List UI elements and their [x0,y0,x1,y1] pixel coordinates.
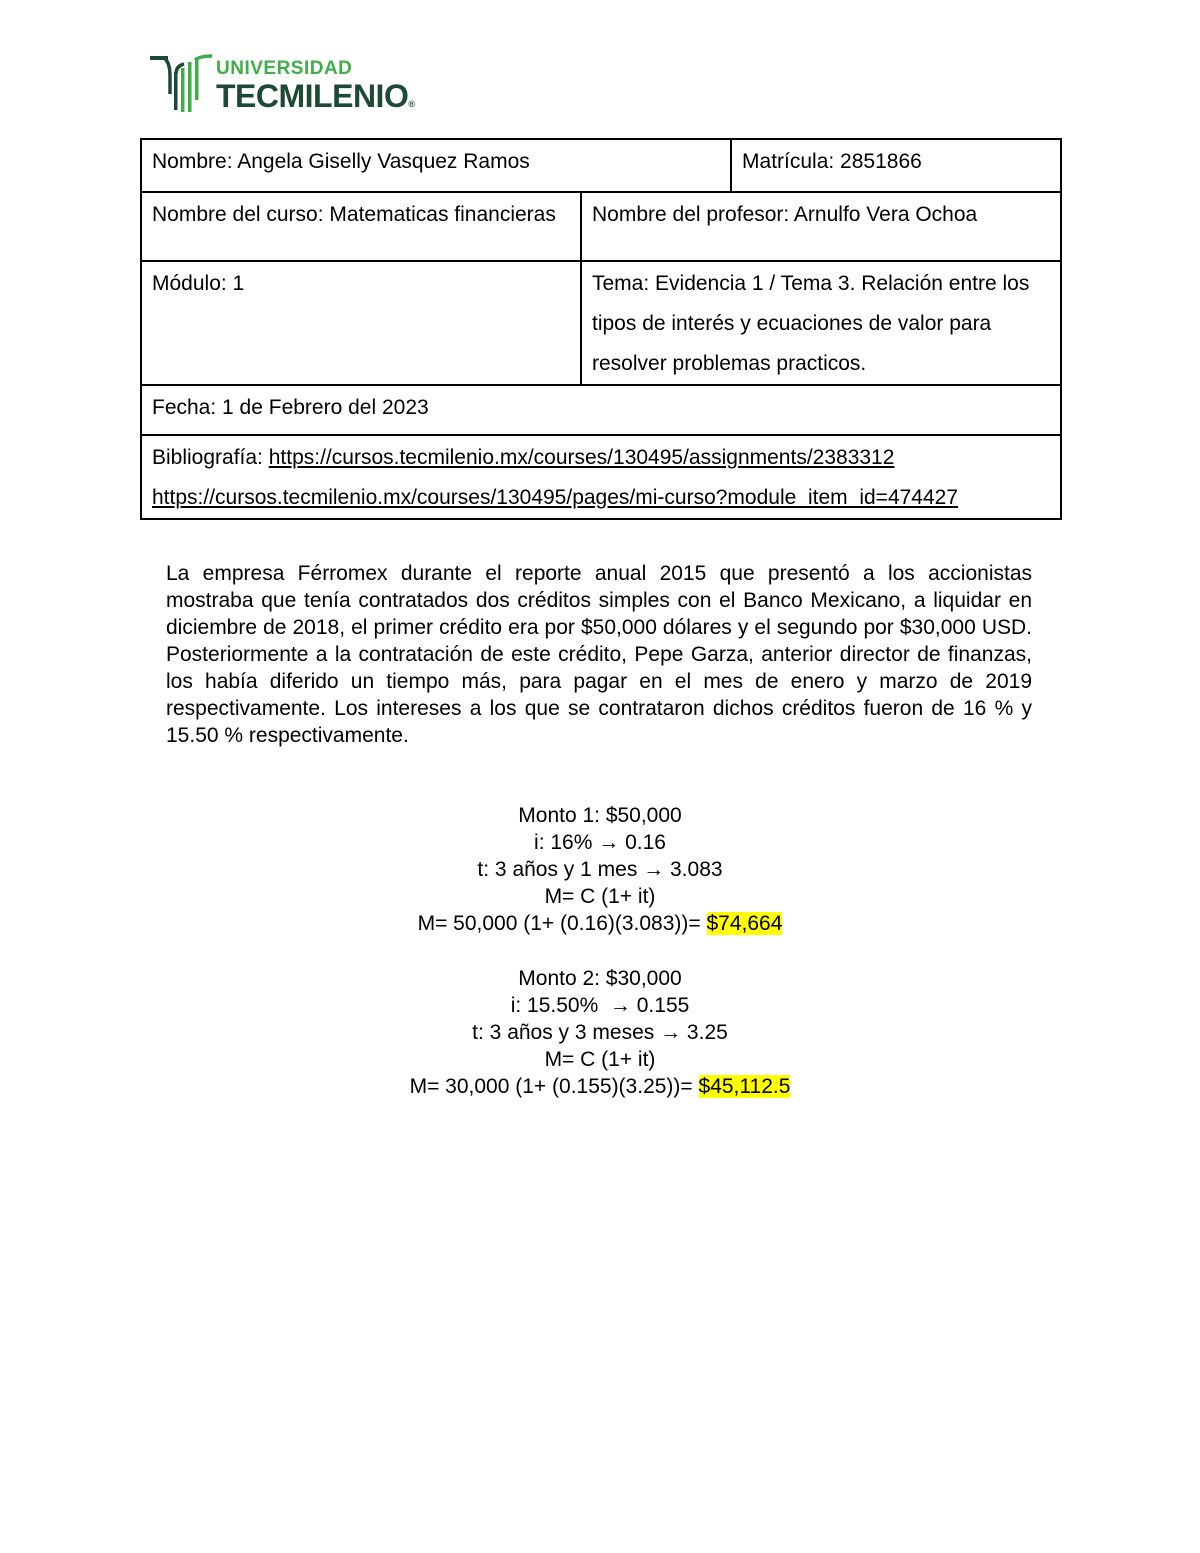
result-expression-1: M= 50,000 (1+ (0.16)(3.083))= [417,912,707,935]
problem-statement: La empresa Férromex durante el reporte anual 2015 que presentó a los accionistas mostraba que tenía contratados dos créditos simples con el Banco Mexicano, a liquidar en diciembre de 2018, el primer crédito era por $50,000 dólares y el segundo por $30,000 USD. Posteriormente a la contratación de este crédito, Pepe Garza, anterior director de finanzas, los había diferido un tiempo más, para pagar en el mes de enero y marzo de 2019 respectivamente. Los intereses a los que se contrataron dichos créditos fueron de 16 % y 15.50 % respectivamente. [166,562,1032,747]
result-value-1: $74,664 [706,912,783,935]
matricula-cell: Matrícula: 2851866 [731,139,1061,192]
result-expression-2: M= 30,000 (1+ (0.155)(3.25))= [409,1075,699,1098]
time-2: t: 3 años y 3 meses → 3.25 [472,1021,728,1044]
professor-name-cell: Nombre del profesor: Arnulfo Vera Ochoa [581,192,1061,261]
student-name-cell: Nombre: Angela Giselly Vasquez Ramos [141,139,731,192]
time-1: t: 3 años y 1 mes → 3.083 [477,858,723,881]
calculation-block-1 [0,802,1200,937]
principal-2: Monto 2: $30,000 [518,967,682,990]
interest-rate-1: i: 16% → 0.16 [534,831,666,854]
result-line-2 [0,1073,1200,1100]
university-logo [150,54,450,116]
logo-name: TECMILENIO [216,78,409,114]
calculation-block-2 [0,965,1200,1100]
module-cell: Módulo: 1 [141,261,581,385]
logo-university-text: UNIVERSIDAD [216,58,353,79]
logo-emblem-icon [150,54,214,116]
date-cell: Fecha: 1 de Febrero del 2023 [141,385,1061,435]
logo-name-text [216,78,414,115]
bibliography-label: Bibliografía: [152,446,269,469]
bibliography-link-module[interactable]: https://cursos.tecmilenio.mx/courses/130495/pages/mi-curso?module_item_id=474427 [152,486,959,509]
principal-1: Monto 1: $50,000 [518,804,682,827]
bibliography-link-assignments[interactable]: https://cursos.tecmilenio.mx/courses/130495/assignments/2383312 [268,446,895,469]
topic-cell: Tema: Evidencia 1 / Tema 3. Relación entre los tipos de interés y ecuaciones de valor para resolver problemas practicos. [581,261,1061,385]
logo-registered-mark: ® [408,99,415,109]
course-name-cell: Nombre del curso: Matematicas financieras [141,192,581,261]
formula-2: M= C (1+ it) [544,1048,656,1071]
student-info-table [140,138,1062,520]
formula-1: M= C (1+ it) [544,885,656,908]
result-line-1 [0,910,1200,937]
bibliography-cell [141,435,1061,519]
result-value-2: $45,112.5 [698,1075,791,1098]
interest-rate-2: i: 15.50% → 0.155 [510,994,690,1017]
